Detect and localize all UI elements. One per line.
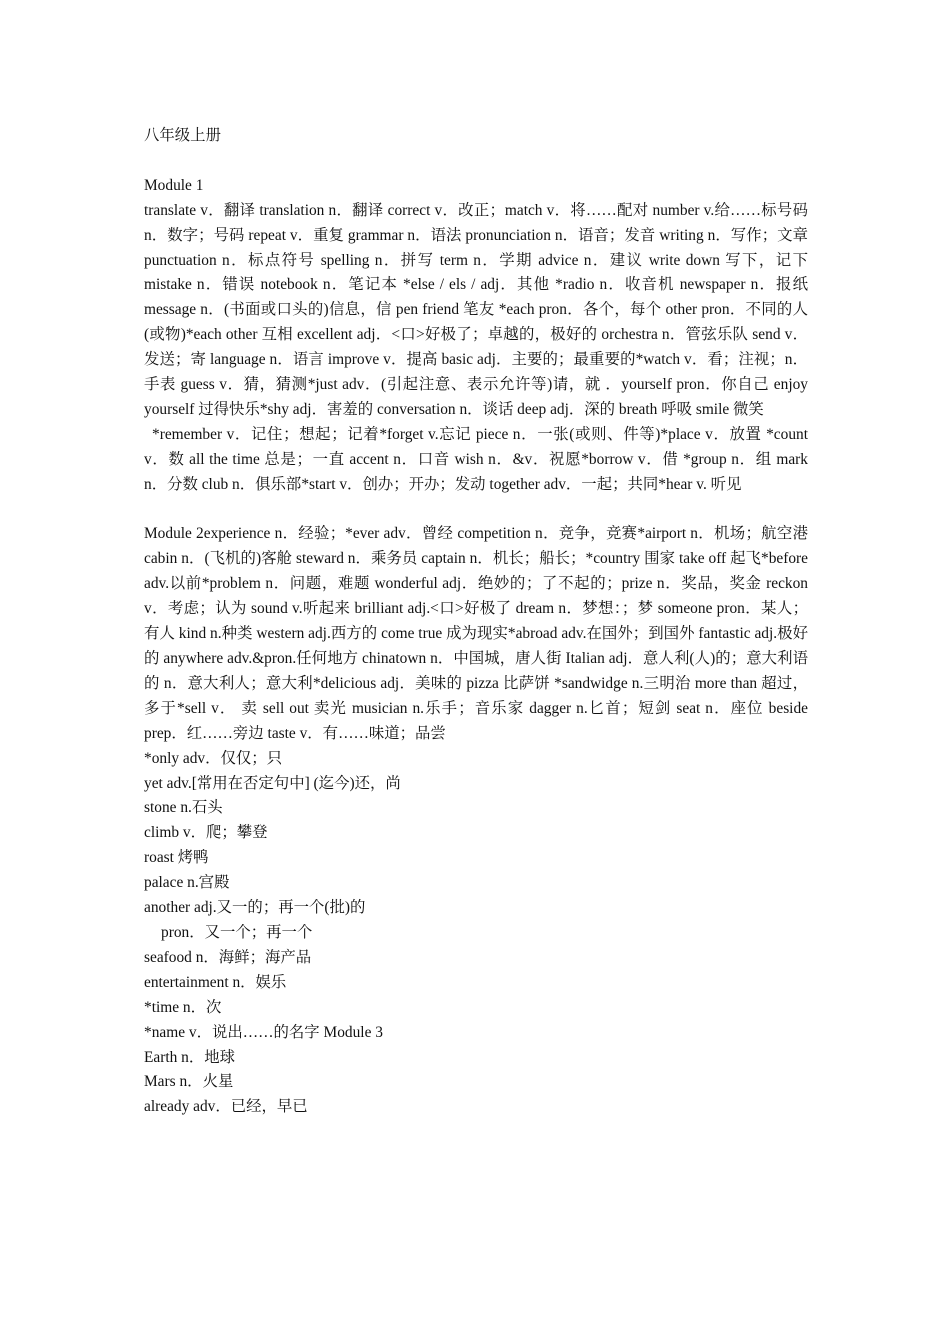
module1-vocabulary-continued: *remember v．记住；想起；记着*forget v.忘记 piece n．一张(或则、件等)*place v．放置 *count v．数 all the time 总是；一直 accent n．口音 wish n．&v．祝愿*borrow v．借 *group n．组 mark n．分数 club n．俱乐部*start v．创办；开办；发动 together adv．一起；共同*hear v. 听见 — [144, 425, 808, 493]
list-item: *only adv．仅仅；只 — [144, 749, 283, 767]
list-item: climb v．爬；攀登 — [144, 824, 268, 842]
list-item: entertainment n．娱乐 — [144, 973, 287, 991]
list-item: *time n．次 — [144, 998, 222, 1016]
module2-vocabulary: Module 2experience n．经验；*ever adv．曾经 competition n．竞争，竞赛*airport n．机场；航空港 cabin n．(飞机的)客舱 steward n．乘务员 captain n．机长；船长；*country 围家 take off 起飞*before adv.以前*problem n．问题，难题 wonderful adj．绝妙的；了不起的；prize n．奖品，奖金 reckon v．考虑；认为 sound v.听起来 brilliant adj.<口>好极了 dream n．梦想：；梦 someone pron．某人；有人 kind n.种类 western adj.西方的 come true 成为现实*abroad adv.在国外；到国外 fantastic adj.极好的 anywhere adv.&pron.任何地方 chinatown n．中国城，唐人街 Italian adj．意人利(人)的；意大利语的 n．意大利人；意大利*delicious adj．美味的 pizza 比萨饼 *sandwidge n.三明治 more than 超过，多于*sell v． 卖 sell out 卖光 musician n.乐手；音乐家 dagger n.匕首；短剑 seat n．座位 beside prep．红……旁边 taste v．有……味道；品尝 — [144, 525, 808, 742]
page-heading: 八年级上册 — [144, 127, 221, 144]
blank-line — [144, 149, 808, 174]
list-item: stone n.石头 — [144, 799, 223, 817]
list-item: pron．又一个；再一个 — [161, 923, 313, 941]
module2-word-list — [144, 747, 808, 1121]
list-item: *name v．说出……的名字 Module 3 — [144, 1023, 383, 1041]
list-item: Mars n．火星 — [144, 1073, 234, 1091]
list-item: palace n.宫殿 — [144, 874, 230, 892]
list-item: already adv．已经，早已 — [144, 1098, 308, 1116]
list-item: another adj.又一的；再一个(批)的 — [144, 899, 366, 917]
module1-title: Module 1 — [144, 176, 204, 194]
blank-line — [144, 498, 808, 523]
list-item: Earth n．地球 — [144, 1048, 236, 1066]
list-item: roast 烤鸭 — [144, 849, 209, 867]
module1-vocabulary: translate v．翻译 translation n．翻译 correct v．改正；match v．将……配对 number v.给……标号码 n．数字；号码 repeat v．重复 grammar n．语法 pronunciation n．语音；发音 writing n．写作；文章 punctuation n．标点符号 spelling n．拼写 term n．学期 advice n．建议 write down 写下，记下 mistake n．错误 notebook n．笔记本 *else / els / adj．其他 *radio n．收音机 newspaper n．报纸 message n．(书面或口头的)信息，信 pen friend 笔友 *each pron．各个，每个 other pron．不同的人(或物)*each other 互相 excellent adj．<口>好极了；卓越的，极好的 orchestra n．管弦乐队 send v．发送；寄 language n．语言 improve v．提高 basic adj．主要的；最重要的*watch v．看；注视；n．手表 guess v．猜，猜测*just adv．(引起注意、表示允许等)请，就 ．yourself pron．你自己 enjoy yourself 过得快乐*shy adj．害羞的 conversation n．谈话 deep adj．深的 breath 呼吸 smile 微笑 — [144, 201, 808, 418]
document-page — [144, 124, 808, 1120]
list-item: yet adv.[常用在否定句中] (迄今)还，尚 — [144, 774, 401, 792]
list-item: seafood n．海鲜；海产品 — [144, 948, 312, 966]
